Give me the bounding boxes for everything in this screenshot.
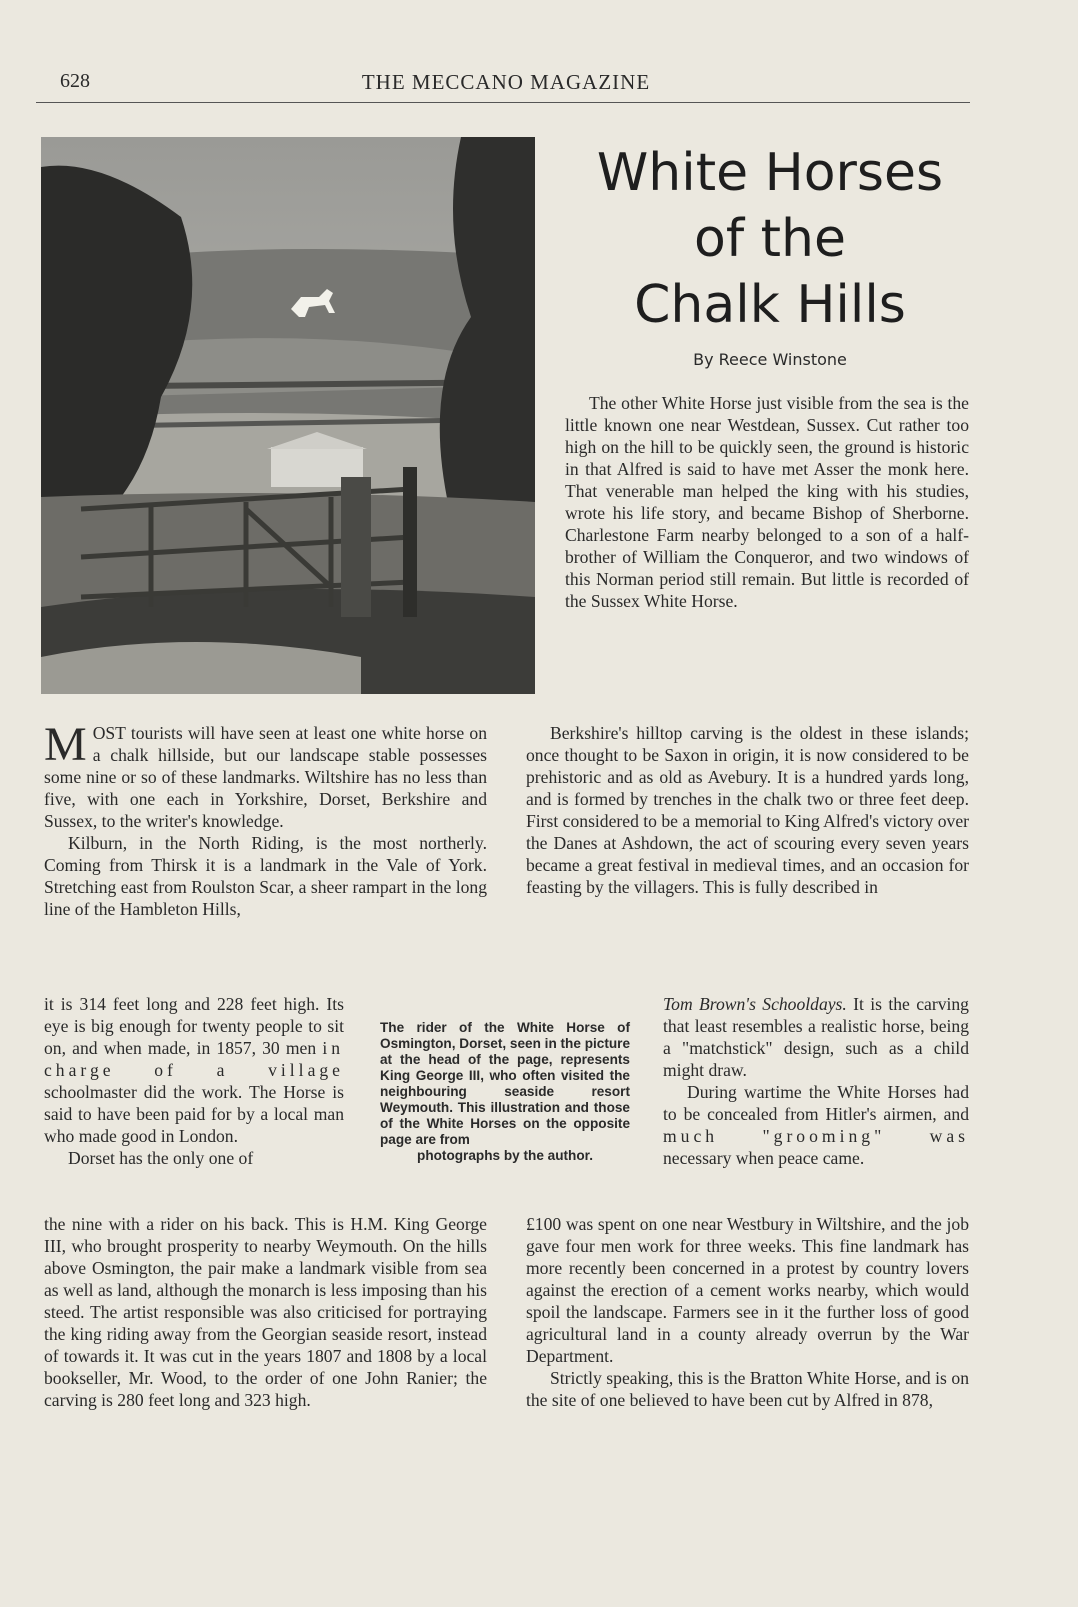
spaced-text: much "grooming" was bbox=[663, 1126, 969, 1146]
spaced-text: in charge of a village bbox=[44, 1038, 344, 1080]
header-rule bbox=[36, 102, 970, 103]
right-column-bottom bbox=[526, 1213, 969, 1411]
title-line-2: of the bbox=[694, 209, 846, 269]
italic-title: Tom Brown's Schooldays. bbox=[663, 994, 847, 1014]
left-column-bottom bbox=[44, 1213, 487, 1411]
caption-text: The rider of the White Horse of Osmington, Dorset, seen in the picture at the head of the page, represents King George III, who often visited the neighbouring seaside resort Weymouth. This illustration and those of the White Horses on the opposite page are from bbox=[380, 1020, 631, 1147]
left-column-narrow bbox=[44, 993, 344, 1169]
page-header bbox=[44, 70, 968, 100]
drop-cap: M bbox=[44, 718, 87, 771]
page-number: 628 bbox=[60, 70, 90, 92]
paragraph: Dorset has the only one of bbox=[68, 1148, 254, 1168]
white-horse-hillside-photo-icon bbox=[41, 137, 535, 694]
paragraph-text: necessary when peace came. bbox=[663, 1148, 865, 1168]
right-column-middle bbox=[526, 722, 969, 898]
magazine-title: THE MECCANO MAGAZINE bbox=[361, 70, 651, 94]
caption-last-line: photographs by the author. bbox=[417, 1148, 593, 1163]
paragraph-text: it is 314 feet long and 228 feet high. Its eye is big enough for twenty people to sit on, and when made, in 1857, 30 men bbox=[44, 994, 344, 1058]
title-line-3: Chalk Hills bbox=[634, 275, 906, 335]
right-column-narrow bbox=[663, 993, 969, 1169]
right-column-top bbox=[565, 392, 969, 612]
paragraph-text: OST tourists will have seen at least one white horse on a chalk hillside, but our landscape stable possesses some nine or so of these landmarks. Wiltshire has no less than five, with one each in Yorkshire, Dorset, Berkshire and Sussex, to the writer's knowledge. bbox=[44, 723, 487, 831]
left-column-top bbox=[44, 718, 487, 920]
byline: By Reece Winstone bbox=[693, 350, 847, 369]
article-title bbox=[560, 140, 980, 338]
title-line-1: White Horses bbox=[596, 143, 944, 203]
paragraph: the nine with a rider on his back. This is H.M. King George III, who brought prosperity to nearby Weymouth. On the hills above Osmington, the pair make a landmark visible from sea as well as land, although the monarch is less imposing than his steed. The artist responsible was also criticised for portraying the king riding away from the Georgian seaside resort, instead of towards it. It was cut in the years 1807 and 1808 by a local bookseller, Mr. Wood, to the order of one John Ranier; the carving is 280 feet long and 323 high. bbox=[44, 1214, 487, 1410]
paragraph: Strictly speaking, this is the Bratton White Horse, and is on the site of one believed to have been cut by Alfred in 878, bbox=[526, 1368, 969, 1410]
paragraph-text: During wartime the White Horses had to be concealed from Hitler's airmen, and bbox=[663, 1082, 969, 1124]
photo-caption bbox=[380, 1020, 630, 1164]
paragraph: Kilburn, in the North Riding, is the most northerly. Coming from Thirsk it is a landmark in the Vale of York. Stretching east from Roulston Scar, a sheer rampart in the long line of the Hambleton Hills, bbox=[44, 833, 487, 919]
paragraph-text: It is the carving that least resembles a realistic horse, being a "matchstick" design, such as a child might draw. bbox=[663, 994, 969, 1080]
paragraph: The other White Horse just visible from the sea is the little known one near Westdean, Sussex. Cut rather too high on the hill to be quickly seen, the ground is historic in that Alfred is said to have met Asser the monk here. That venerable man helped the king with his studies, wrote his life story, and became Bishop of Sherborne. Charlestone Farm nearby belonged to a son of a half-brother of William the Conqueror, and two windows of this Norman period still remain. But little is recorded of the Sussex White Horse. bbox=[565, 393, 969, 611]
paragraph-text: schoolmaster did the work. The Horse is said to have been paid for by a local man who made good in London. bbox=[44, 1082, 344, 1146]
paragraph: Berkshire's hilltop carving is the oldest in these islands; once thought to be Saxon in origin, it is now considered to be prehistoric and as old as Avebury. It is a hundred yards long, and is formed by trenches in the chalk two or three feet deep. First considered to be a memorial to King Alfred's victory over the Danes at Ashdown, the act of scouring every seven years became a great festival in medieval times, and an occasion for feasting by the villagers. This is fully described in bbox=[526, 723, 969, 897]
paragraph: £100 was spent on one near Westbury in Wiltshire, and the job gave four men work for three weeks. This fine landmark has more recently been concerned in a protest by country lovers against the erection of a cement works nearby, which would spoil the landscape. Farmers see in it the further loss of good agricultural land in a county already overrun by the War Department. bbox=[526, 1214, 969, 1366]
